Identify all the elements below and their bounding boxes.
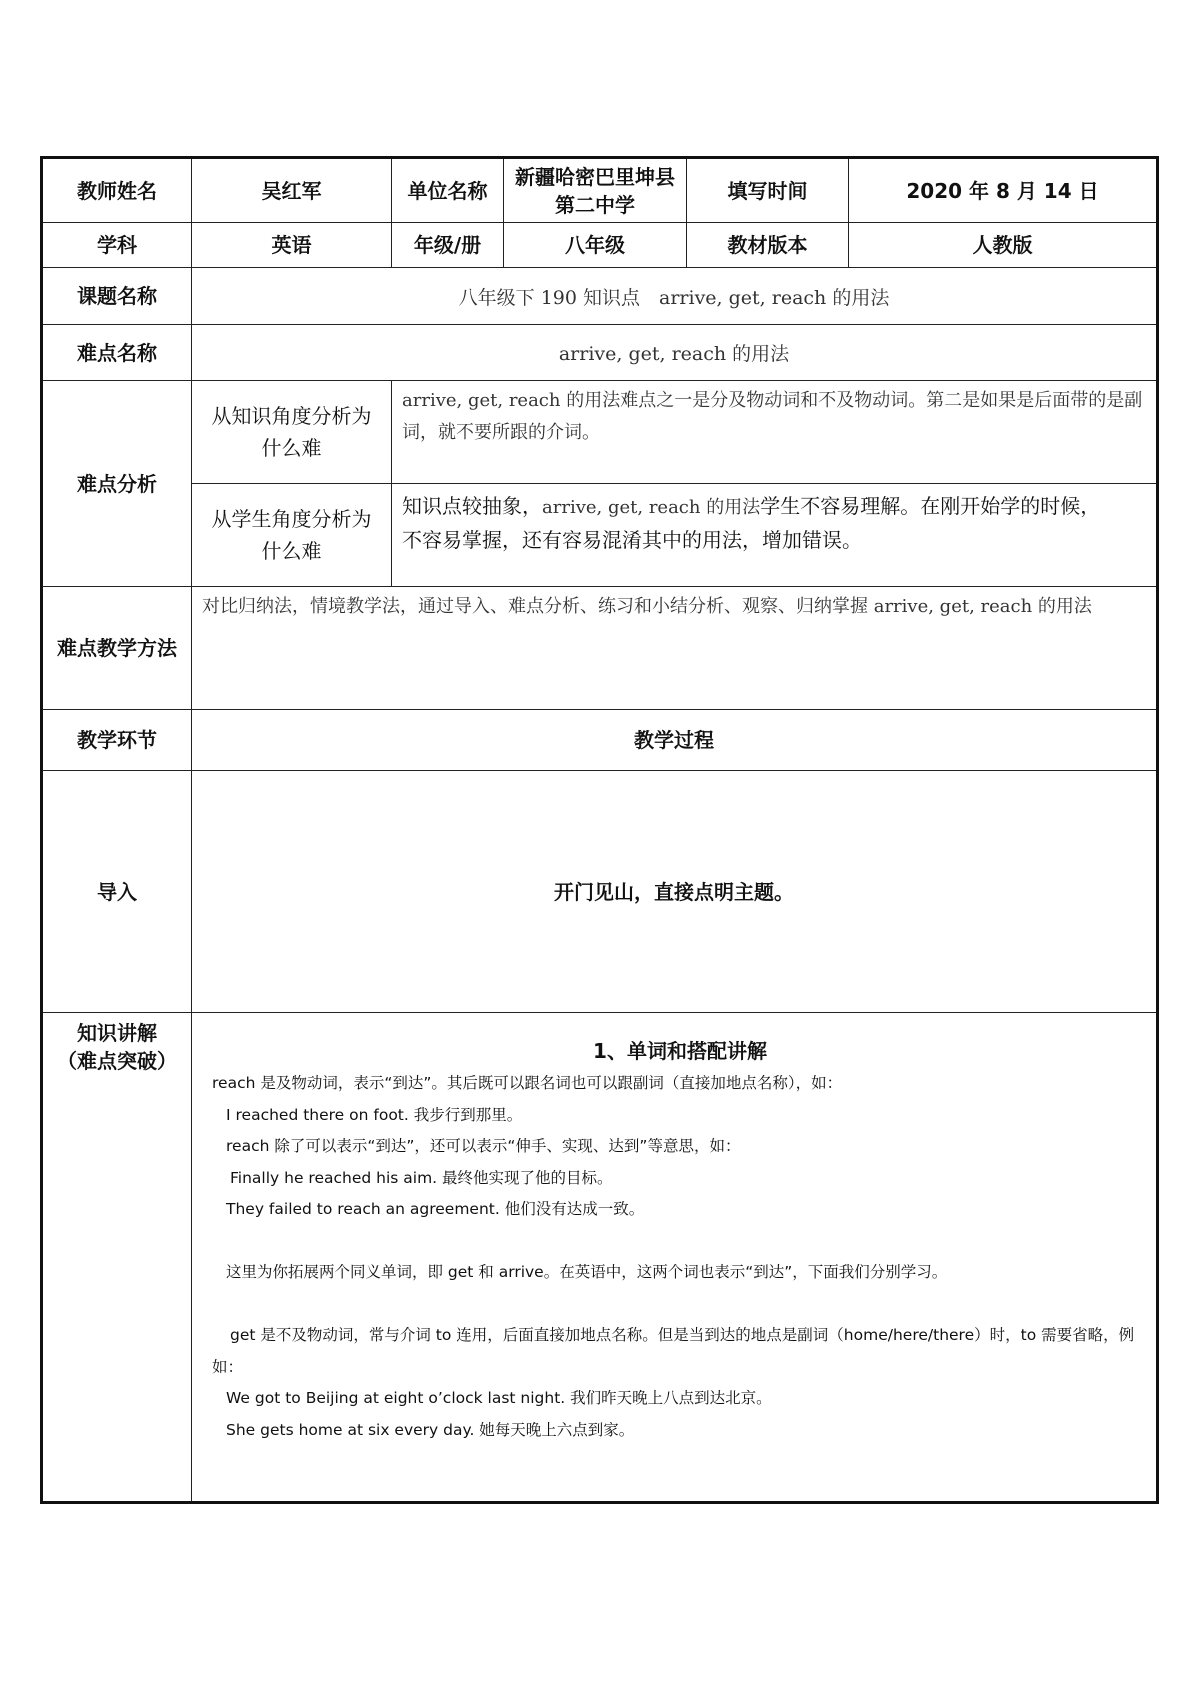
process-stage-label: 教学环节: [42, 710, 192, 771]
grade-label: 年级/册: [392, 223, 504, 268]
knowledge-line: We got to Beijing at eight o’clock last night. 我们昨天晚上八点到达北京。: [226, 1389, 772, 1407]
knowledge-row: [42, 1013, 1158, 1503]
process-label: 教学过程: [192, 710, 1158, 771]
knowledge-line: She gets home at six every day. 她每天晚上六点到家。: [226, 1420, 635, 1439]
date-label: 填写时间: [687, 158, 849, 223]
knowledge-line: 这里为你拓展两个同义单词，即 get 和 arrive。在英语中，这两个词也表示“到达”，下面我们分别学习。: [226, 1263, 948, 1281]
topic-label: 课题名称: [42, 268, 192, 325]
method-row: [42, 587, 1158, 710]
unit-value-line2: 第二中学: [555, 192, 635, 217]
header-row-2: [42, 223, 1158, 268]
knowledge-angle-text: arrive, get, reach 的用法难点之一是分及物动词和不及物动词。第二是如果是后面带的是副词，就不要所跟的介词。: [392, 381, 1158, 484]
knowledge-spacer: [212, 1289, 1148, 1321]
analysis-label: 难点分析: [42, 381, 192, 587]
student-angle-text: [392, 484, 1158, 587]
student-text-a: 知识点较抽象，: [402, 494, 542, 518]
analysis-row-knowledge: [42, 381, 1158, 484]
topic-value: 八年级下 190 知识点 arrive, get, reach 的用法: [192, 268, 1158, 325]
knowledge-line: get 是不及物动词，常与介词 to 连用，后面直接加地点名称。但是当到达的地点是副词（home/here/there）时，to 需要省略，例如：: [212, 1326, 1135, 1376]
difficulty-value: arrive, get, reach 的用法: [192, 325, 1158, 381]
knowledge-label-line2: （难点突破）: [57, 1049, 177, 1073]
knowledge-line: reach 是及物动词，表示“到达”。其后既可以跟名词也可以跟副词（直接加地点名称），如：: [212, 1074, 843, 1092]
difficulty-label: 难点名称: [42, 325, 192, 381]
lesson-plan-table: [40, 156, 1159, 1504]
intro-text: 开门见山，直接点明主题。: [192, 771, 1158, 1013]
topic-row: [42, 268, 1158, 325]
knowledge-spacer: [212, 1226, 1148, 1258]
knowledge-section-title: 1、单词和搭配讲解: [593, 1039, 767, 1063]
header-row-1: [42, 158, 1158, 223]
knowledge-line: They failed to reach an agreement. 他们没有达成一致。: [226, 1200, 645, 1218]
knowledge-line: reach 除了可以表示“到达”，还可以表示“伸手、实现、达到”等意思，如：: [226, 1137, 741, 1155]
method-label: 难点教学方法: [42, 587, 192, 710]
student-text-b: arrive, get, reach 的用法: [542, 497, 761, 518]
edition-value: 人教版: [849, 223, 1158, 268]
teacher-label: 教师姓名: [42, 158, 192, 223]
knowledge-line: Finally he reached his aim. 最终他实现了他的目标。: [230, 1168, 613, 1187]
unit-value: [504, 158, 687, 223]
subject-label: 学科: [42, 223, 192, 268]
unit-label: 单位名称: [392, 158, 504, 223]
intro-label: 导入: [42, 771, 192, 1013]
knowledge-label: [42, 1013, 192, 1503]
difficulty-row: [42, 325, 1158, 381]
grade-value: 八年级: [504, 223, 687, 268]
intro-row: [42, 771, 1158, 1013]
knowledge-line: I reached there on foot. 我步行到那里。: [226, 1105, 523, 1124]
unit-value-line1: 新疆哈密巴里坤县: [515, 164, 675, 189]
student-angle-label: 从学生角度分析为什么难: [192, 484, 392, 587]
knowledge-content: [192, 1013, 1158, 1503]
subject-value: 英语: [192, 223, 392, 268]
knowledge-label-line1: 知识讲解: [77, 1021, 157, 1045]
method-text: 对比归纳法，情境教学法，通过导入、难点分析、练习和小结分析、观察、归纳掌握 arrive, get, reach 的用法: [192, 587, 1158, 710]
edition-label: 教材版本: [687, 223, 849, 268]
process-header-row: [42, 710, 1158, 771]
analysis-row-student: [42, 484, 1158, 587]
date-value: 2020 年 8 月 14 日: [849, 158, 1158, 223]
knowledge-angle-label: 从知识角度分析为什么难: [192, 381, 392, 484]
student-text-c: 学生不容易理解。在刚开始学的时候，: [760, 494, 1101, 518]
teacher-value: 吴红军: [192, 158, 392, 223]
student-text-d: 不容易掌握，还有容易混淆其中的用法，增加错误。: [402, 528, 862, 552]
